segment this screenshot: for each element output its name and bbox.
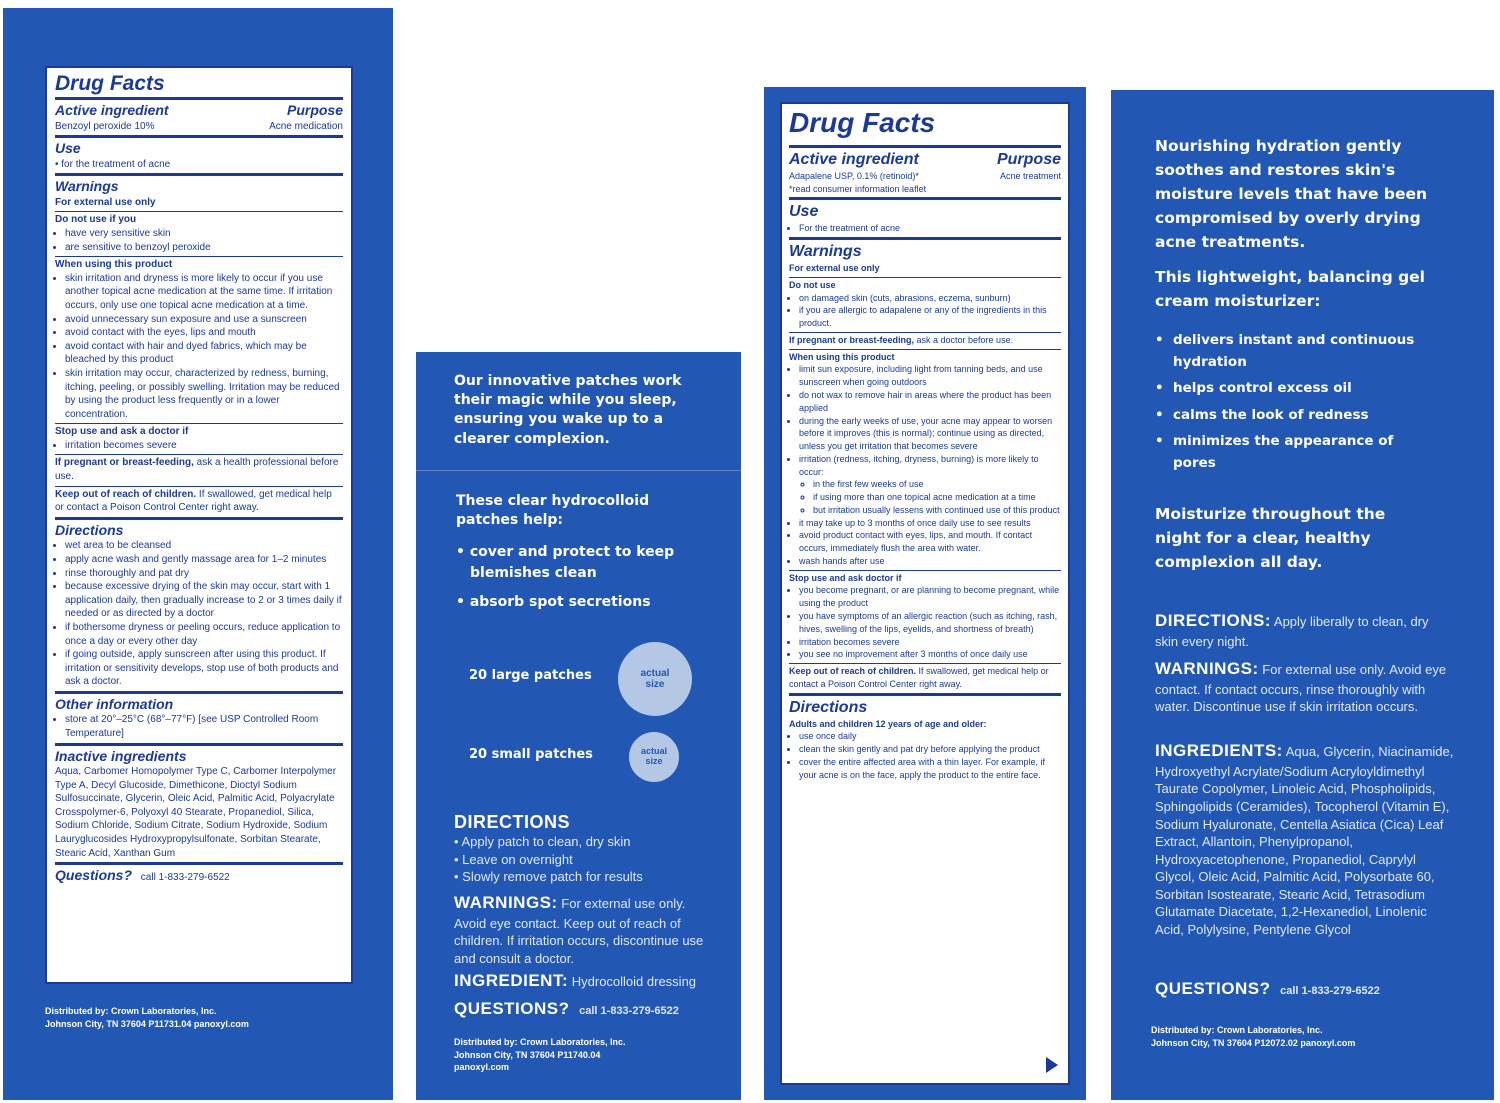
ingredient-label: INGREDIENT: [454,971,569,990]
list-item: • cover and protect to keep blemishes clean [456,544,675,581]
inactive-title: Inactive ingredients [55,747,187,764]
warnings-label: WARNINGS: [1155,659,1259,678]
moisturizer-intro: Nourishing hydration gently soothes and restores skin's moisture levels that have been compromised by overly drying acne treatments. [1155,137,1428,252]
distributor-line: Distributed by: Crown Laboratories, Inc. [1151,1025,1323,1035]
list-item: • on damaged skin (cuts, abrasions, eczema, sunburn) [799,292,1061,305]
stop-use-head: Stop use and ask a doctor if [55,426,189,438]
list-item: • wet area to be cleansed [65,539,343,553]
list-item: • skin irritation and dryness is more likely to occur if you use another topical acne medication at the same time. If irritation occurs, only use one topical acne medication at a time. [65,272,343,313]
directions-label: DIRECTIONS [454,812,571,832]
list-item: • skin irritation may occur, characterized by redness, burning, itching, peeling, or possibly swelling. Irritation may be reduced by using the product less frequently or in a lower concentration. [65,367,343,421]
purpose: Acne medication [269,120,343,132]
list-item: • limit sun exposure, including light from tanning beds, and use sunscreen when going outdoors [799,363,1061,389]
pregnant-text: ask a doctor before use. [914,334,1014,345]
list-item: • store at 20°–25°C (68°–77°F) [see USP Controlled Room Temperature] [65,713,343,740]
directions-sub: Adults and children 12 years of age and older: [789,718,987,729]
panel-benzoyl-drug-facts [3,8,393,1100]
use-title: Use [789,203,819,221]
gel-title: This lightweight, balancing gel cream moisturizer: [1155,268,1425,311]
pregnant-bold: If pregnant or breast-feeding, [789,334,915,345]
directions-title: Directions [55,521,124,538]
list-item: • Apply patch to clean, dry skin [454,834,631,849]
small-patches-label: 20 small patches [469,747,593,762]
list-item: • you see no improvement after 3 months of once daily use [799,648,1061,661]
list-item: • minimizes the appearance of pores [1155,433,1394,471]
list-item: • apply acne wash and gently massage area for 1–2 minutes [65,553,343,567]
list-item: • during the early weeks of use, your acne may appear to worsen before it improves (this is normal); continue using as directed, unless you get irritation that becomes severe [799,415,1061,453]
patches-help-title: These clear hydrocolloid patches help: [456,493,650,529]
warnings-text: For external use only. Avoid eye contact. Keep out of reach of children. If irritation occurs, discontinue use and consult a doctor. [454,896,704,967]
do-not-use-head: Do not use [789,279,836,290]
list-item: • because excessive drying of the skin may occur, start with 1 application daily, then gradually increase to 2 or 3 times daily if needed or as directed by a doctor [65,580,343,621]
use-title: Use [55,140,81,157]
directions-label: DIRECTIONS: [1155,611,1271,630]
questions-phone: call 1-833-279-6522 [1280,985,1380,997]
questions-phone: call 1-833-279-6522 [579,1005,679,1017]
purpose-label: Purpose [996,150,1061,168]
list-item: ◦ in the first few weeks of use [813,478,1061,491]
warnings-title: Warnings [55,178,119,195]
distributor-line: Distributed by: Crown Laboratories, Inc. [45,1006,217,1016]
questions-phone: call 1-833-279-6522 [140,872,230,884]
list-item: • avoid contact with hair and dyed fabrics, which may be bleached by this product [65,340,343,367]
distributor-line: Johnson City, TN 37604 P11731.04 panoxyl.com [45,1018,249,1029]
stop-use-head: Stop use and ask doctor if [789,572,902,583]
panel-patches [416,352,741,1100]
inactive-text: Aqua, Carbomer Homopolymer Type C, Carbomer Interpolymer Type A, Decyl Glucoside, Dimethicone, Dioctyl Sodium Sulfosuccinate, Glycerin, Oleic Acid, Palmitic Acid, Polyacrylate Crosspolymer-6, Polyoxyl 40 Stearate, Propanediol, Silica, Sodium Chloride, Sodium Citrate, Sodium Hydroxide, Sodium Lauryglucosides Hydroxypropylsulfonate, Sorbitan Stearate, Stearic Acid, Xanthan Gum [55,766,337,859]
distributor-line: Johnson City, TN 37604 P11740.04 [454,1049,601,1060]
list-item: • Leave on overnight [454,851,573,867]
list-item: • cover the entire affected area with a thin layer. For example, if your acne is on the face, apply the product to the entire face. [799,756,1061,782]
distributor-line: Distributed by: Crown Laboratories, Inc. [454,1037,626,1047]
drug-facts-box [45,66,353,984]
list-item: • you become pregnant, or are planning to become pregnant, while using the product [799,584,1061,610]
active-ingredient: Benzoyl peroxide 10% [55,120,155,132]
list-item: • clean the skin gently and pat dry before applying the product [799,743,1061,756]
warnings-title: Warnings [789,243,862,261]
list-item: • Slowly remove patch for results [454,869,643,885]
list-item: • avoid product contact with eyes, lips, and mouth. If contact occurs, immediately flush the area with water. [799,529,1061,555]
do-not-use-head: Do not use if you [55,214,137,226]
divider [416,470,741,471]
list-item: • avoid unnecessary sun exposure and use a sunscreen [65,313,343,327]
list-item: • do not wax to remove hair in areas where the product has been applied [799,389,1061,415]
large-patches-label: 20 large patches [469,668,592,683]
panel-adapalene-drug-facts [764,87,1086,1100]
questions-label: QUESTIONS? [1155,979,1271,998]
active-ingredient: Adapalene USP, 0.1% (retinoid)* [789,170,919,181]
list-item: • if going outside, apply sunscreen after using this product. If irritation or sensitivity develops, stop use of both products and ask a doctor. [65,648,343,689]
list-item: • absorb spot secretions [456,594,651,610]
external-use-only: For external use only [55,196,156,208]
list-item: • it may take up to 3 months of once daily use to see results [799,517,1061,530]
moisturize-text: Moisturize throughout the night for a clear, healthy complexion all day. [1155,505,1386,572]
list-item: ◦ if using more than one topical acne medication at a time [813,491,1061,504]
pregnant-bold: If pregnant or breast-feeding, [55,457,194,469]
when-using-head: When using this product [789,351,895,362]
list-item: • are sensitive to benzoyl peroxide [65,241,343,255]
drug-facts-box [780,102,1070,1085]
list-item: • irritation becomes severe [799,636,1061,649]
ingredients-text: Aqua, Glycerin, Niacinamide, Hydroxyethyl Acrylate/Sodium Acryloyldimethyl Taurate Copolymer, Linoleic Acid, Phospholipids, Sphingolipids (Ceramides), Tocopherol (Vitamin E), Sodium Hyaluronate, Centella Asiatica (Cica) Leaf Extract, Allantoin, Phenylpropanol, Hydroxyacetophenone, Propanediol, Caprylyl Glycol, Oleic Acid, Palmitic Acid, Polysorbate 60, Sorbitan Isostearate, Stearic Acid, Tetrasodium Glutamate Diacetate, 1,2-Hexanediol, Linolenic Acid, Polylysine, Pentylene Glycol [1155,744,1454,937]
keep-out-bold: Keep out of reach of children. [55,488,197,500]
purpose-label: Purpose [286,102,343,119]
pregnant-text: ask a health professional before use. [55,457,339,483]
keep-out-bold: Keep out of reach of children. [789,666,917,677]
ingredients-label: INGREDIENTS: [1155,741,1283,760]
drug-facts-title: Drug Facts [789,108,1061,148]
list-item: • avoid contact with the eyes, lips and mouth [65,326,343,340]
list-item: • delivers instant and continuous hydration [1155,332,1415,370]
list-item: • if you are allergic to adapalene or any of the ingredients in this product. [799,304,1061,330]
directions-title: Directions [789,698,868,716]
actual-size-small-circle: actual size [629,732,679,782]
panel-moisturizer [1111,90,1494,1100]
ingredient-text: Hydrocolloid dressing [571,974,697,989]
when-using-head: When using this product [55,259,173,271]
list-item: • For the treatment of acne [799,222,1061,235]
active-ingredient-label: Active ingredient [55,102,169,119]
list-item: • calms the look of redness [1155,406,1369,423]
list-item: • irritation (redness, itching, dryness, burning) is more likely to occur: ◦ in the first few weeks of use ◦ if using more than one topical acne medication at a time ◦ but irritation usually lessens with continued use of this product [799,453,1061,517]
list-item: • use once daily [799,730,1061,743]
warnings-label: WARNINGS: [454,893,558,912]
list-item: • if bothersome dryness or peeling occurs, reduce application to once a day or every other day [65,621,343,648]
active-ingredient-label: Active ingredient [789,150,919,168]
list-item: • wash hands after use [799,555,1061,568]
warnings-text: For external use only. Avoid eye contact. If contact occurs, rinse thoroughly with water. Discontinue use if skin irritation occurs. [1155,662,1447,715]
list-item: • rinse thoroughly and pat dry [65,567,343,581]
continue-arrow-icon [1046,1057,1058,1073]
keep-out-text: If swallowed, get medical help or contact a Poison Control Center right away. [55,488,332,514]
external-use-only: For external use only [789,263,880,274]
list-item: • helps control excess oil [1155,380,1352,397]
list-item: • irritation becomes severe [65,439,343,453]
list-item: • you have symptoms of an allergic reaction (such as itching, rash, hives, swelling of the lips, eyelids, and shortness of breath) [799,610,1061,636]
directions-text: Apply liberally to clean, dry skin every night. [1155,614,1429,649]
list-item: ◦ but irritation usually lessens with continued use of this product [813,504,1061,517]
distributor-line: panoxyl.com [454,1062,510,1073]
patches-intro: Our innovative patches work their magic while you sleep, ensuring you wake up to a clearer complexion. [454,373,682,447]
purpose: Acne treatment [999,170,1061,181]
keep-out-text: If swallowed, get medical help or contact a Poison Control Center right away. [789,666,1049,689]
footnote: *read consumer information leaflet [789,183,927,194]
distributor-line: Johnson City, TN 37604 P12072.02 panoxyl.com [1151,1037,1356,1048]
questions-label: Questions? [55,867,133,884]
questions-label: QUESTIONS? [454,999,570,1018]
use-item: • for the treatment of acne [55,158,171,170]
other-info-title: Other information [55,695,174,712]
actual-size-large-circle: actual size [618,642,692,716]
list-item: • have very sensitive skin [65,227,343,241]
drug-facts-title: Drug Facts [55,72,343,100]
